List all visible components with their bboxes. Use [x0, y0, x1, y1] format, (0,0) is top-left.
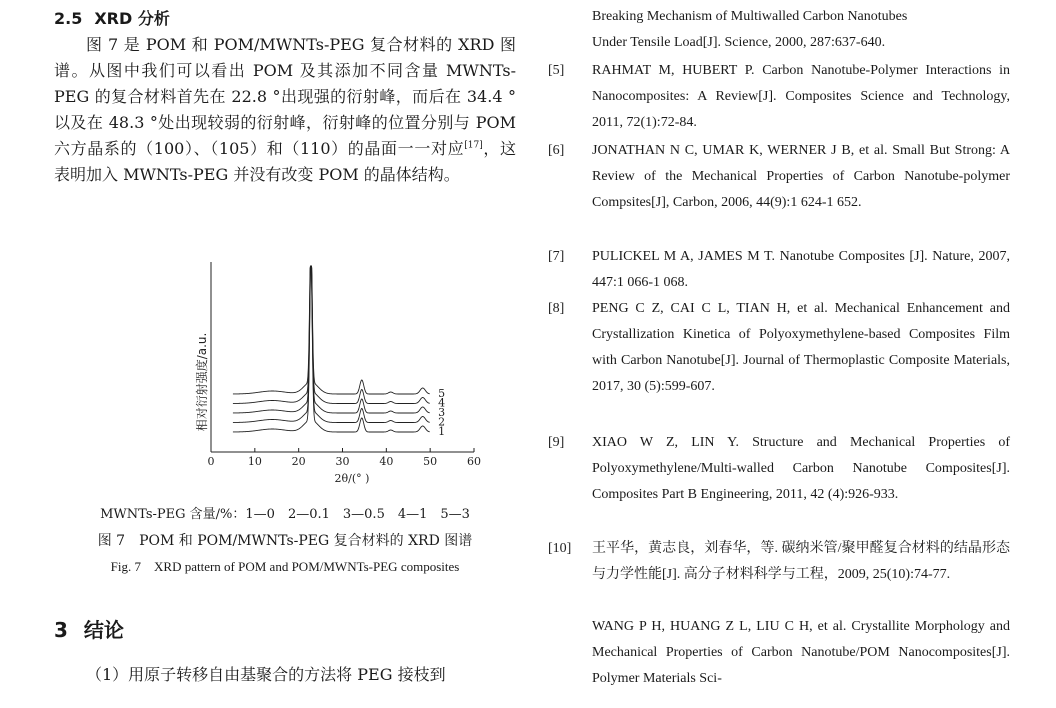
series-line-2	[233, 266, 430, 423]
reference-label: [7]	[548, 249, 565, 264]
section-title: 结论	[83, 618, 124, 642]
section-number: 3	[54, 618, 68, 642]
x-tick-label: 20	[291, 455, 306, 468]
citation-17: [17]	[464, 140, 483, 151]
x-tick-label: 50	[423, 455, 438, 468]
reference-6	[548, 138, 1010, 216]
xrd-paragraph	[54, 32, 516, 188]
reference-label: [9]	[548, 435, 565, 450]
series-line-5	[233, 266, 430, 394]
chart-ylabel: 相对衍射强度/a.u.	[195, 332, 209, 432]
x-tick-label: 30	[335, 455, 350, 468]
reference-label: [8]	[548, 301, 565, 316]
reference-9	[548, 430, 1010, 508]
figure-caption-en: Fig. 7 XRD pattern of POM and POM/MWNTs-PEG composites	[110, 559, 460, 574]
xrd-chart	[134, 252, 481, 492]
series-label-1: 1	[438, 425, 446, 438]
series-label-4: 4	[438, 396, 446, 410]
conclusion-text: （1）用原子转移自由基聚合的方法将 PEG 接枝到	[86, 665, 446, 684]
series-label-3: 3	[438, 406, 446, 419]
reference-10	[548, 536, 1010, 588]
ref4-continuation-line1: Breaking Mechanism of Multiwalled Carbon Nanotubes	[592, 9, 908, 24]
section-heading-2-5	[54, 6, 170, 29]
figure-caption-cn: 图 7 POM 和 POM/MWNTs-PEG 复合材料的 XRD 图谱	[97, 533, 473, 549]
section-title: XRD 分析	[94, 9, 170, 28]
reference-text: 王平华，黄志良，刘春华，等. 碳纳米管/聚甲醛复合材料的结晶形态与力学性能[J]. 高分子材料科学与工程，2009, 25(10):74-77.	[592, 541, 1010, 582]
reference-8	[548, 296, 1010, 400]
x-tick-label: 10	[247, 455, 262, 468]
series-label-5: 5	[438, 387, 446, 400]
series-line-1	[233, 266, 430, 432]
x-tick-label: 40	[379, 455, 394, 468]
series-line-3	[233, 266, 430, 413]
reference-label: [5]	[548, 63, 565, 78]
figure-legend: MWNTs-PEG 含量/%：1—0 2—0.1 3—0.5 4—1 5—3	[100, 507, 470, 522]
conclusion-paragraph	[54, 662, 516, 688]
chart-ticks	[208, 448, 482, 468]
series-line-4	[233, 266, 430, 404]
chart-axes	[211, 262, 474, 452]
reference-label: [10]	[548, 541, 572, 556]
chart-lines	[233, 266, 445, 438]
xrd-paragraph-end: ，这表明加入 MWNTs-PEG 并没有改变 POM 的晶体结构。	[54, 139, 516, 184]
reference-text: RAHMAT M, HUBERT P. Carbon Nanotube-Polymer Interactions in Nanocomposites: A Review[J]. Composites Science and Technology, 2011, 72(1):72-84.	[592, 63, 1010, 130]
reference-text: XIAO W Z, LIN Y. Structure and Mechanical Properties of Polyoxymethylene/Multi-walled Carbon Nanotube Composites[J]. Composites Part B Engineering, 2011, 42 (4):926-933.	[592, 435, 1010, 502]
chart-xlabel: 2θ/(° )	[334, 472, 370, 485]
reference-text: PENG C Z, CAI C L, TIAN H, et al. Mechanical Enhancement and Crystallization Kinetica of Polyoxymethylene-based Composites Film with Carbon Nanotube[J]. Journal of Thermoplastic Composite Materials, 2017, 30 (5):599-607.	[592, 301, 1010, 394]
xrd-paragraph-text: 图 7 是 POM 和 POM/MWNTs-PEG 复合材料的 XRD 图谱。从图中我们可以看出 POM 及其添加不同含量 MWNTs-PEG 的复合材料首先在 22.8 °出现强的衍射峰，而后在 34.4 °以及在 48.3 °处出现较弱的衍射峰，衍射峰的位置分别与 POM 六方晶系的（100）、（105）和（110）的晶面一一对应	[54, 35, 516, 158]
reference-5	[548, 58, 1010, 136]
reference-text: PULICKEL M A, JAMES M T. Nanotube Composites [J]. Nature, 2007, 447:1 066-1 068.	[592, 249, 1010, 290]
reference-7	[548, 244, 1010, 296]
x-tick-label: 0	[207, 455, 215, 468]
reference-label: [6]	[548, 143, 565, 158]
series-label-2: 2	[438, 415, 446, 429]
x-tick-label: 60	[467, 455, 481, 468]
reference-text: JONATHAN N C, UMAR K, WERNER J B, et al. Small But Strong: A Review of the Mechanical Properties of Carbon Nanotube-polymer Compsites[J], Carbon, 2006, 44(9):1 624-1 652.	[592, 143, 1010, 210]
section-number: 2.5	[54, 9, 83, 28]
ref4-continuation-line2: Under Tensile Load[J]. Science, 2000, 287:637-640.	[592, 35, 886, 50]
section-heading-3	[54, 614, 124, 643]
reference-10-english: WANG P H, HUANG Z L, LIU C H, et al. Crystallite Morphology and Mechanical Properties of Carbon Nanotube/POM Nanocomposites[J]. Polymer Materials Sci-	[592, 619, 1010, 686]
